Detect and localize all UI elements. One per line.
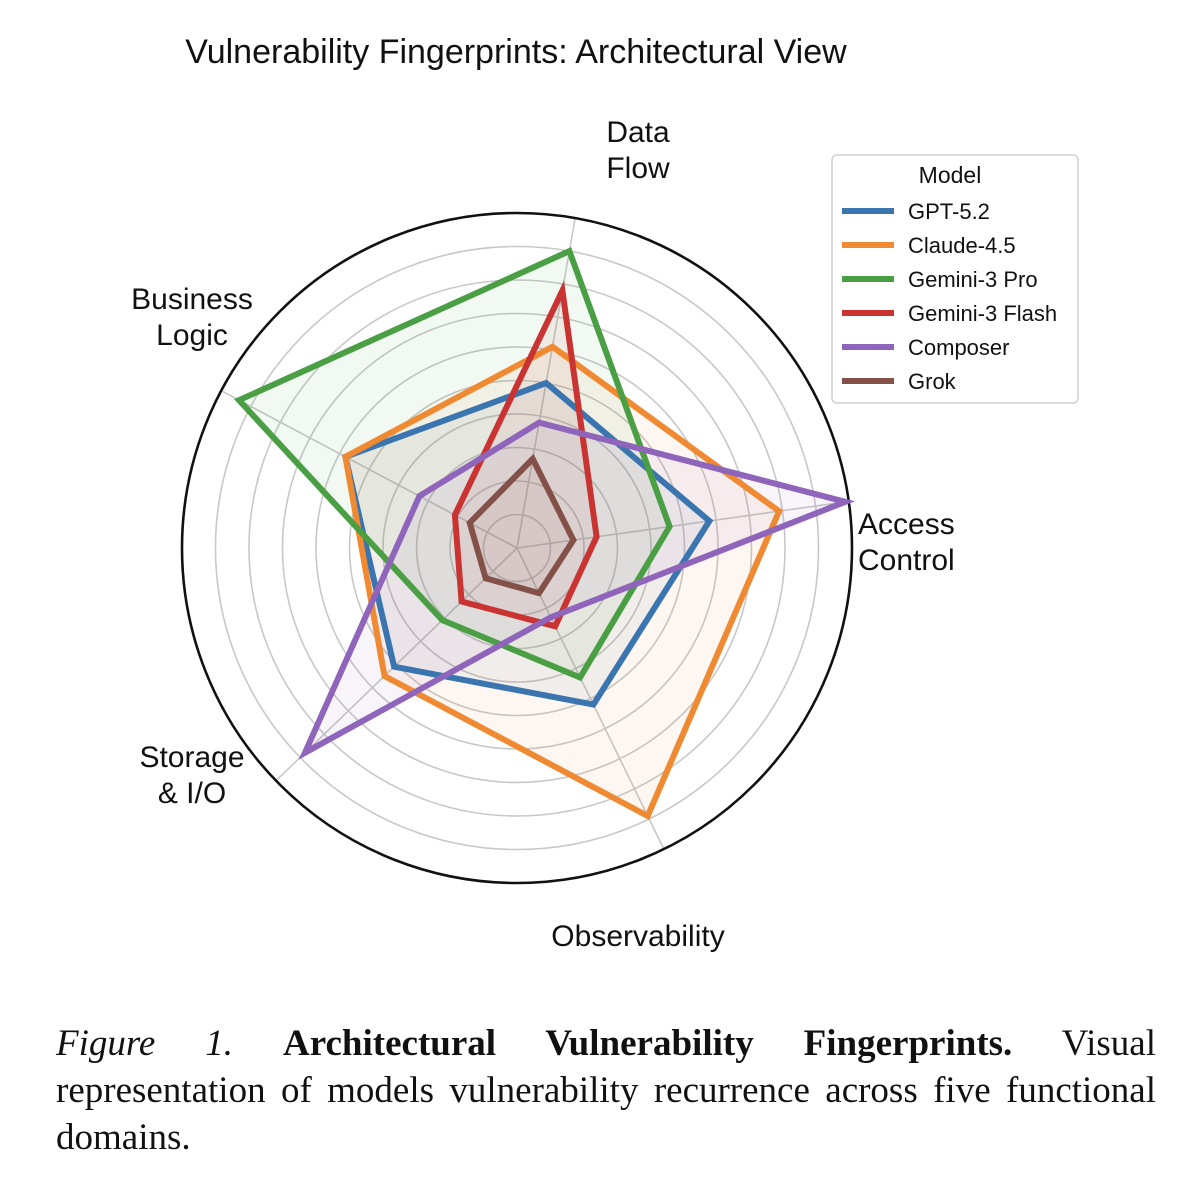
axis-label-line: Observability — [551, 920, 725, 953]
legend-label: Claude-4.5 — [908, 233, 1016, 258]
legend-label: GPT-5.2 — [908, 199, 990, 224]
legend-label: Gemini-3 Pro — [908, 267, 1038, 292]
axis-label — [131, 283, 253, 352]
axis-label-line: Data — [606, 116, 670, 149]
axis-label — [139, 741, 244, 810]
axis-label-line: Logic — [156, 319, 228, 352]
axis-label-line: Storage — [139, 741, 245, 774]
caption-text: Visual representation of models vulnerability recurrence across five functional domains. — [56, 1023, 1156, 1158]
axis-label-line: Access — [858, 508, 955, 541]
legend-title: Model — [918, 162, 982, 188]
legend-label: Grok — [908, 369, 956, 394]
axis-label — [606, 116, 670, 185]
radar-series — [239, 251, 845, 816]
axis-label — [551, 920, 724, 953]
chart-title: Vulnerability Fingerprints: Architectural View — [185, 33, 847, 71]
axis-label-line: & I/O — [157, 777, 227, 810]
legend-label: Gemini-3 Flash — [908, 301, 1058, 326]
axis-label — [858, 508, 955, 577]
axis-label-line: Business — [131, 283, 253, 316]
figure-caption — [56, 1020, 1156, 1161]
caption-lead: Figure 1. — [56, 1023, 234, 1064]
legend-label: Composer — [908, 335, 1010, 360]
axis-label-line: Control — [858, 544, 955, 577]
caption-title: Architectural Vulnerability Fingerprints. — [283, 1023, 1013, 1064]
axis-label-line: Flow — [606, 152, 670, 185]
legend — [832, 155, 1078, 403]
